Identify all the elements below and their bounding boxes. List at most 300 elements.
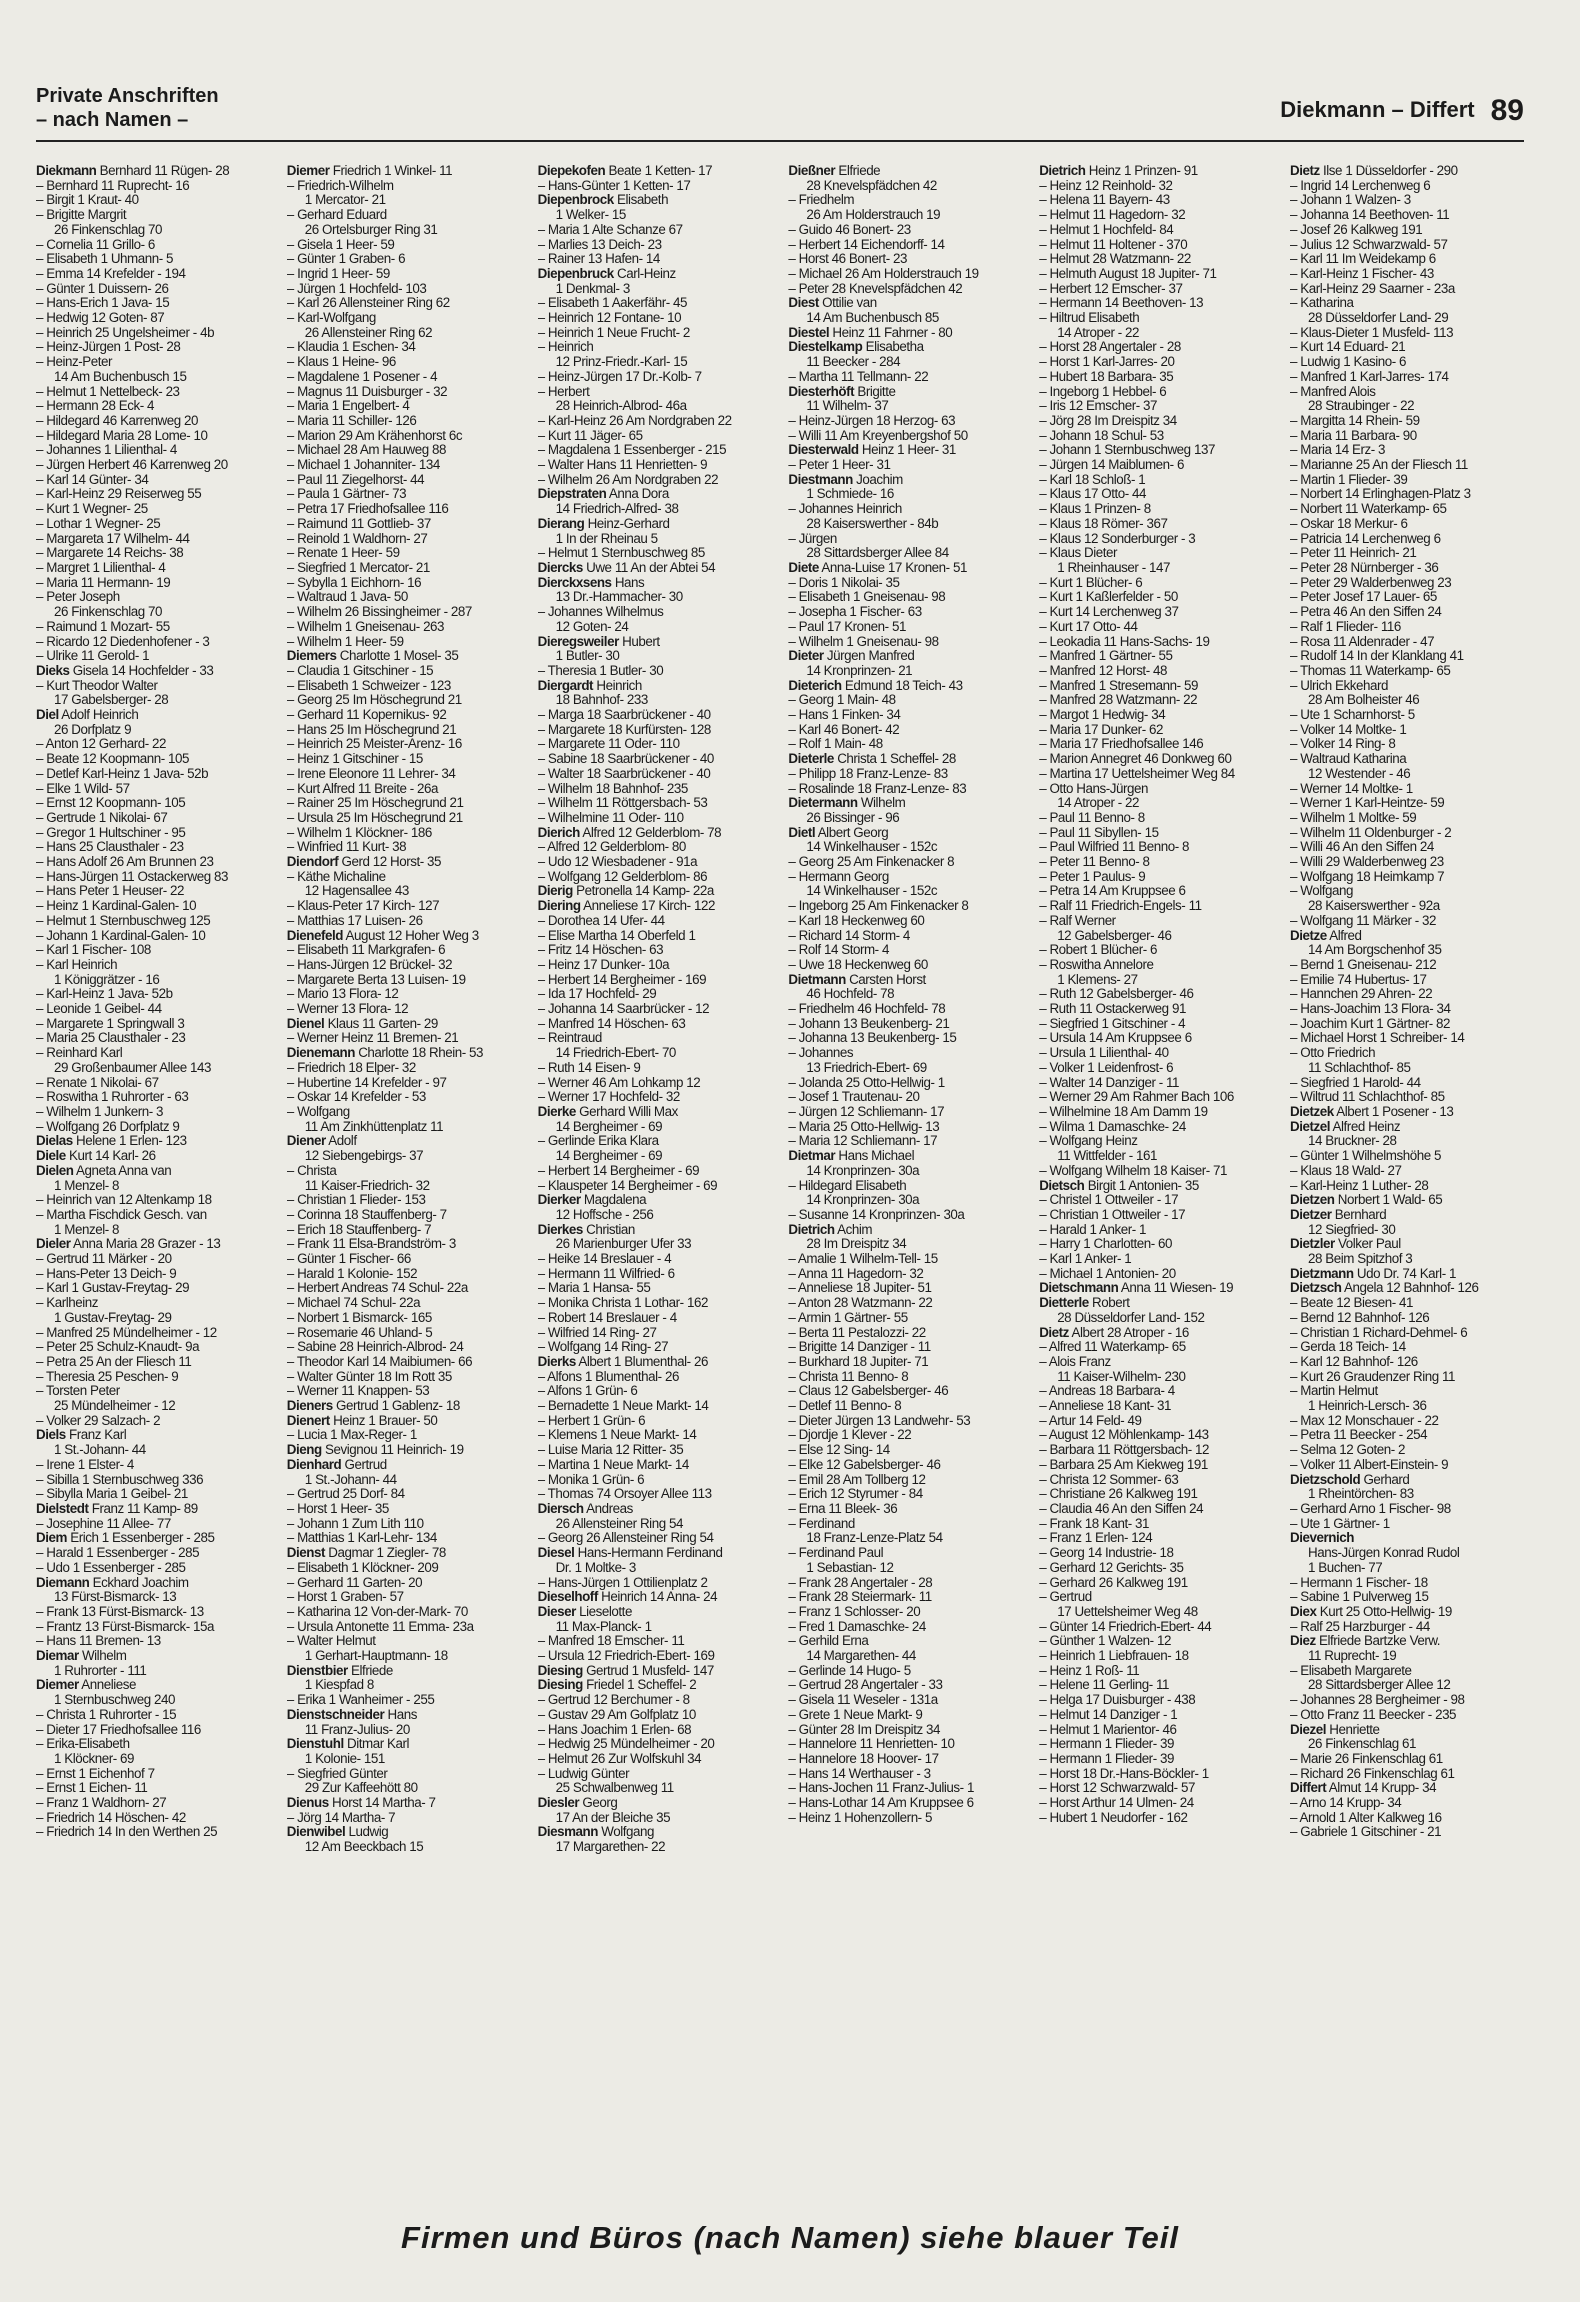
entry-text: Kurt 25 Otto-Hellwig- 19 bbox=[1316, 1604, 1452, 1619]
sub-entry: – Richard 26 Finkenschlag 61 bbox=[1289, 1766, 1455, 1781]
surname: Dienstschneider bbox=[286, 1707, 385, 1722]
sub-entry: – Karl-Wolfgang bbox=[286, 311, 376, 326]
sub-entry: – Heinz 1 Gitschiner - 15 bbox=[286, 752, 423, 767]
sub-entry: – Maria 25 Clausthaler - 23 bbox=[36, 1031, 186, 1046]
entry-continuation: 14 Friedrich-Alfred- 38 bbox=[555, 502, 679, 517]
entry-text: Kurt 14 Karl- 26 bbox=[65, 1149, 156, 1164]
sub-entry: – Christa 1 Ruhrorter - 15 bbox=[36, 1707, 177, 1722]
surname: Dierkes bbox=[537, 1222, 583, 1237]
entry-text: Anna 11 Wiesen- 19 bbox=[1118, 1281, 1234, 1296]
entry-text: Albert Georg bbox=[815, 825, 889, 840]
sub-entry: – Heinz-Jürgen 18 Herzog- 63 bbox=[788, 413, 956, 428]
sub-entry: – Paula 1 Gärtner- 73 bbox=[286, 487, 407, 502]
sub-entry: – Klauspeter 14 Bergheimer - 69 bbox=[537, 1178, 718, 1193]
surname-entry bbox=[538, 1825, 774, 1840]
surname: Diestel bbox=[788, 325, 830, 340]
sub-entry: – Margarete 14 Reichs- 38 bbox=[36, 546, 184, 561]
entry-text: Adolf Heinrich bbox=[58, 708, 139, 723]
sub-entry: – Ingrid 1 Heer- 59 bbox=[286, 266, 390, 281]
sub-entry: – Hans-Erich 1 Java- 15 bbox=[36, 296, 170, 311]
sub-entry: – Heinrich 25 Ungelsheimer - 4b bbox=[36, 325, 215, 340]
sub-entry: – Karl 14 Günter- 34 bbox=[36, 472, 149, 487]
sub-entry: – Petra 11 Beecker - 254 bbox=[1289, 1428, 1428, 1443]
entry-text: Gerhard bbox=[1360, 1472, 1410, 1487]
surname: Diez bbox=[1289, 1634, 1316, 1649]
page-number: 89 bbox=[1490, 94, 1524, 127]
sub-entry: – Katharina bbox=[1289, 296, 1354, 311]
sub-entry: – Jürgen 14 Maiblumen- 6 bbox=[1039, 458, 1184, 473]
entry-text: Eckhard Joachim bbox=[89, 1575, 189, 1590]
sub-entry: – Robert 14 Breslauer - 4 bbox=[537, 1310, 677, 1325]
entry-text: Wilhelm bbox=[857, 796, 906, 811]
sub-entry: – Peter Joseph bbox=[36, 590, 120, 605]
sub-entry: – Wolfgang 18 Heimkamp 7 bbox=[1289, 869, 1445, 884]
surname: Dietrich bbox=[1039, 164, 1086, 178]
sub-entry: – Barbara 25 Am Kiekweg 191 bbox=[1039, 1457, 1208, 1472]
sub-entry: – Wilhelm 18 Bahnhof- 235 bbox=[537, 781, 688, 796]
sub-entry: – Jürgen 12 Schliemann- 17 bbox=[788, 1105, 945, 1119]
sub-entry: – Beate 12 Biesen- 41 bbox=[1289, 1296, 1414, 1311]
surname-entry bbox=[287, 929, 523, 944]
sub-entry: – Hildegard 46 Karrenweg 20 bbox=[36, 413, 199, 428]
surname: Diestelkamp bbox=[788, 340, 863, 355]
sub-entry: – Hannelore 18 Hoover- 17 bbox=[788, 1751, 939, 1766]
surname-entry bbox=[287, 1017, 523, 1032]
sub-entry: – Magnus 11 Duisburger - 32 bbox=[286, 384, 448, 399]
sub-entry: – Hedwig 12 Goten- 87 bbox=[36, 311, 165, 326]
surname-entry bbox=[788, 326, 1024, 341]
sub-entry: – Hermann 28 Eck- 4 bbox=[36, 399, 154, 414]
sub-entry: – Petra 46 An den Siffen 24 bbox=[1289, 605, 1442, 620]
surname-entry bbox=[788, 679, 1024, 694]
sub-entry: – Gerhard 11 Garten- 20 bbox=[286, 1575, 423, 1590]
entry-text: Franz 11 Kamp- 89 bbox=[88, 1501, 198, 1516]
entry-continuation: 1 Sternbuschweg 240 bbox=[54, 1693, 175, 1708]
sub-entry: – Ute 1 Gärtner- 1 bbox=[1289, 1516, 1390, 1531]
sub-entry: – Arnold 1 Alter Kalkweg 16 bbox=[1289, 1810, 1442, 1825]
sub-entry: – Hans-Lothar 14 Am Kruppsee 6 bbox=[788, 1796, 974, 1811]
entry-text: Horst 14 Martha- 7 bbox=[328, 1796, 436, 1811]
sub-entry: – Peter 11 Benno- 8 bbox=[1039, 855, 1150, 870]
entry-text: Heinrich 14 Anna- 24 bbox=[597, 1590, 718, 1605]
sub-entry: – Frank 18 Kant- 31 bbox=[1039, 1516, 1149, 1531]
sub-entry: – Gerhard Eduard bbox=[286, 208, 387, 223]
sub-entry: – Manfred 25 Mündelheimer - 12 bbox=[36, 1325, 217, 1340]
entry-text: Adolf bbox=[325, 1134, 357, 1149]
sub-entry: – Hildegard Elisabeth bbox=[788, 1178, 907, 1193]
sub-entry: – Luise Maria 12 Ritter- 35 bbox=[537, 1443, 684, 1458]
entry-text: Gerhard Willi Max bbox=[575, 1105, 678, 1119]
sub-entry: – Heinz-Peter bbox=[36, 355, 113, 370]
sub-entry: – Wilhelmine 18 Am Damm 19 bbox=[1039, 1105, 1208, 1119]
entry-continuation: 1 In der Rheinau 5 bbox=[555, 531, 658, 546]
entry-continuation: 28 Kaiserswerther - 92a bbox=[1307, 899, 1440, 914]
surname-entry bbox=[287, 164, 523, 179]
surname-entry bbox=[788, 752, 1024, 767]
sub-entry: – Klaus 18 Römer- 367 bbox=[1039, 516, 1168, 531]
sub-entry: – Rolf 1 Main- 48 bbox=[788, 737, 883, 752]
entry-text: Magdalena bbox=[580, 1193, 647, 1208]
sub-entry: – Hans-Jürgen 1 Ottilienplatz 2 bbox=[537, 1575, 708, 1590]
sub-entry: – Marga 18 Saarbrückener - 40 bbox=[537, 708, 711, 723]
sub-entry: – Martin Helmut bbox=[1289, 1384, 1378, 1399]
sub-entry: – Iris 12 Emscher- 37 bbox=[1039, 399, 1157, 414]
surname: Diem bbox=[36, 1531, 67, 1546]
sub-entry: – Michael 28 Am Hauweg 88 bbox=[286, 443, 447, 458]
sub-entry: – Gregor 1 Hultschiner - 95 bbox=[36, 825, 186, 840]
surname-entry bbox=[36, 1134, 272, 1149]
sub-entry: – Matthias 1 Karl-Lehr- 134 bbox=[286, 1531, 437, 1546]
entry-text: Beate 1 Ketten- 17 bbox=[605, 164, 713, 178]
sub-entry: – Anneliese 18 Jupiter- 51 bbox=[788, 1281, 932, 1296]
sub-entry: – Rainer 13 Hafen- 14 bbox=[537, 252, 660, 267]
entry-text: Gertrud 1 Musfeld- 147 bbox=[582, 1663, 714, 1678]
sub-entry: – Margarete 11 Oder- 110 bbox=[537, 737, 680, 752]
entry-continuation: 12 Gabelsberger- 46 bbox=[1057, 928, 1172, 943]
entry-continuation: 28 Sittardsberger Allee 84 bbox=[806, 546, 949, 561]
sub-entry: – Erika-Elisabeth bbox=[36, 1737, 130, 1752]
sub-entry: – Norbert 14 Erlinghagen-Platz 3 bbox=[1289, 487, 1471, 502]
entry-continuation: 11 Wittfelder - 161 bbox=[1057, 1149, 1158, 1164]
surname-entry bbox=[36, 1531, 272, 1546]
entry-text: Udo Dr. 74 Karl- 1 bbox=[1353, 1266, 1456, 1281]
sub-entry: – Burkhard 18 Jupiter- 71 bbox=[788, 1354, 929, 1369]
surname: Dierks bbox=[537, 1354, 576, 1369]
sub-entry: – Elisabeth 1 Gneisenau- 98 bbox=[788, 590, 946, 605]
sub-entry: – Helmut 26 Zur Wolfskuhl 34 bbox=[537, 1751, 702, 1766]
entry-text: Robert bbox=[1088, 1296, 1130, 1311]
surname-entry bbox=[1290, 1531, 1526, 1546]
surname-entry bbox=[788, 1223, 1024, 1238]
sub-entry: – Peter 1 Heer- 31 bbox=[788, 458, 891, 473]
sub-entry: – Karl-Heinz 29 Reiserweg 55 bbox=[36, 487, 202, 502]
sub-entry: – Paul 11 Sibyllen- 15 bbox=[1039, 825, 1159, 840]
surname-entry bbox=[538, 517, 774, 532]
sub-entry: – Maria 11 Hermann- 19 bbox=[36, 575, 171, 590]
entry-continuation: 14 Bruckner- 28 bbox=[1307, 1134, 1397, 1149]
sub-entry: – Anneliese 18 Kant- 31 bbox=[1039, 1399, 1172, 1414]
sub-entry: – Johann 1 Walzen- 3 bbox=[1289, 193, 1411, 208]
entry-continuation: 1 Welker- 15 bbox=[555, 208, 626, 223]
sub-entry: – Heinrich 12 Fontane- 10 bbox=[537, 311, 682, 326]
entry-text: Lieselotte bbox=[575, 1604, 632, 1619]
surname-entry bbox=[538, 1546, 774, 1561]
surname-entry bbox=[788, 1149, 1024, 1164]
sub-entry: – Josef 1 Trautenau- 20 bbox=[788, 1090, 920, 1105]
sub-entry: – Karl-Heinz 26 Am Nordgraben 22 bbox=[537, 413, 732, 428]
sub-entry: – Dieter Jürgen 13 Landwehr- 53 bbox=[788, 1413, 971, 1428]
sub-entry: – Wiltrud 11 Schlachthof- 85 bbox=[1289, 1090, 1445, 1105]
sub-entry: – Hans 25 Im Höschegrund 21 bbox=[286, 722, 457, 737]
sub-entry: – Klaus 12 Sonderburger - 3 bbox=[1039, 531, 1196, 546]
sub-entry: – Paul Wilfried 11 Benno- 8 bbox=[1039, 840, 1190, 855]
entry-continuation: 26 Allensteiner Ring 62 bbox=[304, 325, 433, 340]
surname: Dierker bbox=[537, 1193, 581, 1208]
sub-entry: – Heinrich 1 Liebfrauen- 18 bbox=[1039, 1649, 1189, 1664]
sub-entry: – Helmut 28 Watzmann- 22 bbox=[1039, 252, 1191, 267]
surname: Dieselhoff bbox=[537, 1590, 598, 1605]
sub-entry: – Raimund 1 Mozart- 55 bbox=[36, 619, 170, 634]
entry-continuation: 26 Am Holderstrauch 19 bbox=[806, 208, 941, 223]
sub-entry: – Jürgen 1 Hochfeld- 103 bbox=[286, 281, 427, 296]
entry-continuation: 1 Kiespfad 8 bbox=[304, 1678, 374, 1693]
sub-entry: – Fred 1 Damaschke- 24 bbox=[788, 1619, 926, 1634]
sub-entry: – Ernst 1 Eichen- 11 bbox=[36, 1781, 148, 1796]
entry-continuation: 14 Am Borgschenhof 35 bbox=[1307, 943, 1442, 958]
sub-entry: – Bernhard 11 Ruprecht- 16 bbox=[36, 178, 190, 193]
sub-entry: – Kurt Theodor Walter bbox=[36, 678, 158, 693]
sub-entry: – Werner 13 Flora- 12 bbox=[286, 1002, 409, 1017]
surname-entry bbox=[538, 899, 774, 914]
sub-entry: – Ulrike 11 Gerold- 1 bbox=[36, 649, 150, 664]
sub-entry: – Klemens 1 Neue Markt- 14 bbox=[537, 1428, 697, 1443]
entry-continuation: 28 Im Dreispitz 34 bbox=[806, 1237, 907, 1252]
surname-entry bbox=[788, 973, 1024, 988]
surname-entry bbox=[1290, 1267, 1526, 1282]
surname: Dietl bbox=[788, 825, 816, 840]
sub-entry: – Johann 1 Zum Lith 110 bbox=[286, 1516, 424, 1531]
entry-continuation: 28 Düsseldorfer Land- 152 bbox=[1057, 1310, 1205, 1325]
sub-entry: – Maria 1 Alte Schanze 67 bbox=[537, 222, 683, 237]
sub-entry: – Kurt 26 Graudenzer Ring 11 bbox=[1289, 1369, 1456, 1384]
surname-entry bbox=[287, 649, 523, 664]
sub-entry: – Katharina 12 Von-der-Mark- 70 bbox=[286, 1604, 468, 1619]
sub-entry: – Gisela 1 Heer- 59 bbox=[286, 237, 395, 252]
sub-entry: – Wolfgang 26 Dorfplatz 9 bbox=[36, 1119, 180, 1134]
sub-entry: – Werner Heinz 11 Bremen- 21 bbox=[286, 1031, 459, 1046]
sub-entry: – Alfons 1 Grün- 6 bbox=[537, 1384, 638, 1399]
entry-continuation: 12 Am Beeckbach 15 bbox=[304, 1840, 424, 1855]
sub-entry: – Gerhard 12 Gerichts- 35 bbox=[1039, 1560, 1184, 1575]
surname: Dieler bbox=[36, 1237, 71, 1252]
sub-entry: – Maria 1 Hansa- 55 bbox=[537, 1281, 651, 1296]
sub-entry: – Friedrich 18 Elper- 32 bbox=[286, 1060, 416, 1075]
sub-entry: – Harald 1 Kolonie- 152 bbox=[286, 1266, 418, 1281]
sub-entry: – Maria 1 Engelbert- 4 bbox=[286, 399, 410, 414]
surname: Dielas bbox=[36, 1134, 73, 1149]
sub-entry: – Margarete 18 Kurfürsten- 128 bbox=[537, 722, 711, 737]
sub-entry: – Christian 1 Flieder- 153 bbox=[286, 1193, 426, 1208]
sub-entry: – Volker 14 Moltke- 1 bbox=[1289, 722, 1407, 737]
surname-entry bbox=[538, 1678, 774, 1693]
surname: Diestmann bbox=[788, 472, 853, 487]
surname-entry bbox=[1290, 164, 1526, 179]
entry-text: Elisabetha bbox=[862, 340, 924, 355]
sub-entry: – Birgit 1 Kraut- 40 bbox=[36, 193, 139, 208]
surname: Dietz bbox=[1039, 1325, 1069, 1340]
surname-entry bbox=[538, 561, 774, 576]
entry-text: Hubert bbox=[618, 634, 660, 649]
entry-text: Birgit 1 Antonien- 35 bbox=[1084, 1178, 1199, 1193]
entry-text: Achim bbox=[834, 1222, 873, 1237]
entry-text: Friedel 1 Scheffel- 2 bbox=[582, 1678, 697, 1693]
surname: Diels bbox=[36, 1428, 66, 1443]
sub-entry: – Heinz 12 Reinhold- 32 bbox=[1039, 178, 1173, 193]
surname-entry bbox=[538, 679, 774, 694]
surname-entry bbox=[287, 1664, 523, 1679]
sub-entry: – Hans 14 Werthauser - 3 bbox=[788, 1766, 931, 1781]
entry-continuation: 14 Atroper - 22 bbox=[1057, 325, 1140, 340]
sub-entry: – Manfred 28 Watzmann- 22 bbox=[1039, 693, 1198, 708]
sub-entry: – Hubertine 14 Krefelder - 97 bbox=[286, 1075, 447, 1090]
sub-entry: – Wilma 1 Damaschke- 24 bbox=[1039, 1119, 1186, 1134]
surname-entry bbox=[36, 1678, 272, 1693]
surname: Dierke bbox=[537, 1105, 576, 1119]
sub-entry: – Otto Friedrich bbox=[1289, 1046, 1376, 1061]
sub-entry: – Karl 1 Anker- 1 bbox=[1039, 1252, 1132, 1267]
sub-entry: – Günther 1 Walzen- 12 bbox=[1039, 1634, 1171, 1649]
entry-text: Heinz 1 Prinzen- 91 bbox=[1085, 164, 1198, 178]
sub-entry: – Petra 25 An der Fliesch 11 bbox=[36, 1354, 192, 1369]
surname: Dietsch bbox=[1039, 1178, 1085, 1193]
sub-entry: – Maria 17 Friedhofsallee 146 bbox=[1039, 737, 1204, 752]
sub-entry: – Martina 1 Neue Markt- 14 bbox=[537, 1457, 689, 1472]
surname: Diepekofen bbox=[537, 164, 606, 178]
sub-entry: – Heike 14 Breslauer - 4 bbox=[537, 1252, 672, 1267]
sub-entry: – Hans-Günter 1 Ketten- 17 bbox=[537, 178, 691, 193]
entry-continuation: 1 Ruhrorter - 111 bbox=[54, 1663, 147, 1678]
sub-entry: – Georg 14 Industrie- 18 bbox=[1039, 1546, 1174, 1561]
sub-entry: – Alois Franz bbox=[1039, 1354, 1111, 1369]
entry-continuation: 28 Kaiserswerther - 84b bbox=[806, 516, 939, 531]
entry-continuation: 1 Königgrätzer - 16 bbox=[54, 972, 160, 987]
surname-entry bbox=[36, 1649, 272, 1664]
surname: Dieregsweiler bbox=[537, 634, 619, 649]
sub-entry: – Manfred 18 Emscher- 11 bbox=[537, 1634, 685, 1649]
sub-entry: – Hermann 1 Flieder- 39 bbox=[1039, 1751, 1174, 1766]
surname: Dierich bbox=[537, 825, 580, 840]
entry-text: Anna Maria 28 Grazer - 13 bbox=[70, 1237, 221, 1252]
entry-text: Angela 12 Bahnhof- 126 bbox=[1341, 1281, 1479, 1296]
sub-entry: – Heinz-Jürgen 1 Post- 28 bbox=[36, 340, 181, 355]
sub-entry: – Hans-Jürgen 12 Brückel- 32 bbox=[286, 957, 453, 972]
sub-entry: – Gisela 11 Weseler - 131a bbox=[788, 1693, 938, 1708]
surname: Differt bbox=[1289, 1781, 1327, 1796]
surname-entry bbox=[538, 267, 774, 282]
entry-continuation: 26 Finkenschlag 70 bbox=[54, 222, 163, 237]
sub-entry: – Thomas 11 Waterkamp- 65 bbox=[1289, 663, 1451, 678]
sub-entry: – Anna 11 Hagedorn- 32 bbox=[788, 1266, 924, 1281]
sub-entry: – Kurt 1 Kaßlerfelder - 50 bbox=[1039, 590, 1178, 605]
entry-continuation: 28 Knevelspfädchen 42 bbox=[806, 178, 937, 193]
entry-text: Alfred Heinz bbox=[1330, 1119, 1401, 1134]
sub-entry: – Susanne 14 Kronprinzen- 30a bbox=[788, 1207, 965, 1222]
entry-continuation: 46 Hochfeld- 78 bbox=[806, 987, 895, 1002]
sub-entry: – Johannes Heinrich bbox=[788, 502, 902, 517]
sub-entry: – Johannes bbox=[788, 1046, 854, 1061]
surname: Dienstbier bbox=[286, 1663, 348, 1678]
sub-entry: – Maria 11 Barbara- 90 bbox=[1289, 428, 1417, 443]
surname: Diex bbox=[1289, 1604, 1317, 1619]
sub-entry: – Hermann Georg bbox=[788, 869, 889, 884]
surname-entry bbox=[538, 193, 774, 208]
sub-entry: – Grete 1 Neue Markt- 9 bbox=[788, 1707, 923, 1722]
sub-entry: – Magdalene 1 Posener - 4 bbox=[286, 369, 438, 384]
entry-continuation: 11 Kaiser-Wilhelm- 230 bbox=[1057, 1369, 1186, 1384]
sub-entry: – Margret 1 Lilienthal- 4 bbox=[36, 560, 166, 575]
entry-text: Gisela 14 Hochfelder - 33 bbox=[69, 663, 214, 678]
sub-entry: – Herbert 1 Grün- 6 bbox=[537, 1413, 646, 1428]
surname-entry bbox=[36, 1502, 272, 1517]
entry-text: Norbert 1 Wald- 65 bbox=[1334, 1193, 1443, 1208]
sub-entry: – Uwe 18 Heckenweg 60 bbox=[788, 957, 928, 972]
sub-entry: – Bernd 1 Gneisenau- 212 bbox=[1289, 957, 1437, 972]
sub-entry: – Theresia 1 Butler- 30 bbox=[537, 663, 664, 678]
surname-entry bbox=[287, 1134, 523, 1149]
surname: Diemann bbox=[36, 1575, 90, 1590]
sub-entry: – Maria 25 Otto-Hellwig- 13 bbox=[788, 1119, 940, 1134]
surname: Diel bbox=[36, 708, 59, 723]
sub-entry: – Georg 1 Main- 48 bbox=[788, 693, 896, 708]
sub-entry: – Udo 12 Wiesbadener - 91a bbox=[537, 855, 698, 870]
entry-continuation: 26 Marienburger Ufer 33 bbox=[555, 1237, 692, 1252]
sub-entry: – Ursula 1 Lilienthal- 40 bbox=[1039, 1046, 1169, 1061]
entry-continuation: 1 Sebastian- 12 bbox=[806, 1560, 894, 1575]
directory-column-4 bbox=[788, 164, 1024, 2184]
surname: Dienefeld bbox=[286, 928, 344, 943]
surname-entry bbox=[1290, 1193, 1526, 1208]
sub-entry: – Sabine 28 Heinrich-Albrod- 24 bbox=[286, 1340, 464, 1355]
sub-entry: – Volker 14 Ring- 8 bbox=[1289, 737, 1396, 752]
surname: Diersch bbox=[537, 1501, 584, 1516]
entry-continuation: 29 Großenbaumer Allee 143 bbox=[54, 1060, 211, 1075]
sub-entry: – Gertrud 25 Dorf- 84 bbox=[286, 1487, 405, 1502]
sub-entry: – Klaus 1 Heine- 96 bbox=[286, 355, 396, 370]
sub-entry: – Erich 12 Styrumer - 84 bbox=[788, 1487, 923, 1502]
sub-entry: – Walter 14 Danziger - 11 bbox=[1039, 1075, 1180, 1090]
surname: Diener bbox=[286, 1134, 326, 1149]
surname-entry bbox=[1290, 1473, 1526, 1488]
entry-continuation: 1 Buchen- 77 bbox=[1307, 1560, 1383, 1575]
sub-entry: – Werner 46 Am Lohkamp 12 bbox=[537, 1075, 701, 1090]
sub-entry: – Theresia 25 Peschen- 9 bbox=[36, 1369, 179, 1384]
sub-entry: – Herbert 14 Eichendorff- 14 bbox=[788, 237, 945, 252]
surname: Diemar bbox=[36, 1649, 79, 1664]
sub-entry: – Mario 13 Flora- 12 bbox=[286, 987, 399, 1002]
sub-entry: – Jürgen bbox=[788, 531, 837, 546]
sub-entry: – Jörg 28 Im Dreispitz 34 bbox=[1039, 413, 1177, 428]
sub-entry: – Werner 29 Am Rahmer Bach 106 bbox=[1039, 1090, 1234, 1105]
sub-entry: – Wilhelm 1 Gneisenau- 98 bbox=[788, 634, 939, 649]
surname: Dieter bbox=[788, 649, 824, 664]
sub-entry: – Klaus-Peter 17 Kirch- 127 bbox=[286, 899, 440, 914]
surname-entry bbox=[788, 385, 1024, 400]
entry-continuation: 14 Kronprinzen- 30a bbox=[806, 1193, 920, 1208]
surname: Dienert bbox=[286, 1413, 330, 1428]
entry-text: Alfred bbox=[1326, 928, 1362, 943]
surname-entry bbox=[1290, 1208, 1526, 1223]
surname: Diercks bbox=[537, 560, 583, 575]
sub-entry: – Leonide 1 Geibel- 44 bbox=[36, 1002, 162, 1017]
sub-entry: – Cornelia 11 Grillo- 6 bbox=[36, 237, 155, 252]
entry-continuation: 1 Menzel- 8 bbox=[54, 1222, 120, 1237]
entry-continuation: 1 Gerhart-Hauptmann- 18 bbox=[304, 1649, 448, 1664]
surname-entry bbox=[538, 1502, 774, 1517]
sub-entry: – Peter Josef 17 Lauer- 65 bbox=[1289, 590, 1437, 605]
sub-entry: – Horst 46 Bonert- 23 bbox=[788, 252, 907, 267]
entry-continuation: 1 Denkmal- 3 bbox=[555, 281, 630, 296]
sub-entry: – Claudia 46 An den Siffen 24 bbox=[1039, 1501, 1204, 1516]
sub-entry: – Sabine 1 Pulverweg 15 bbox=[1289, 1590, 1429, 1605]
sub-entry: – Karl-Heinz 1 Java- 52b bbox=[36, 987, 173, 1002]
directory-column-6 bbox=[1290, 164, 1526, 2184]
surname-entry bbox=[538, 1664, 774, 1679]
sub-entry: – Elisabeth 11 Markgrafen- 6 bbox=[286, 943, 446, 958]
surname-entry bbox=[1039, 164, 1275, 179]
sub-entry: – Johann 1 Kardinal-Galen- 10 bbox=[36, 928, 206, 943]
sub-entry: – Siegfried Günter bbox=[286, 1766, 388, 1781]
sub-entry: – Ralf 25 Harzburger - 44 bbox=[1289, 1619, 1430, 1634]
